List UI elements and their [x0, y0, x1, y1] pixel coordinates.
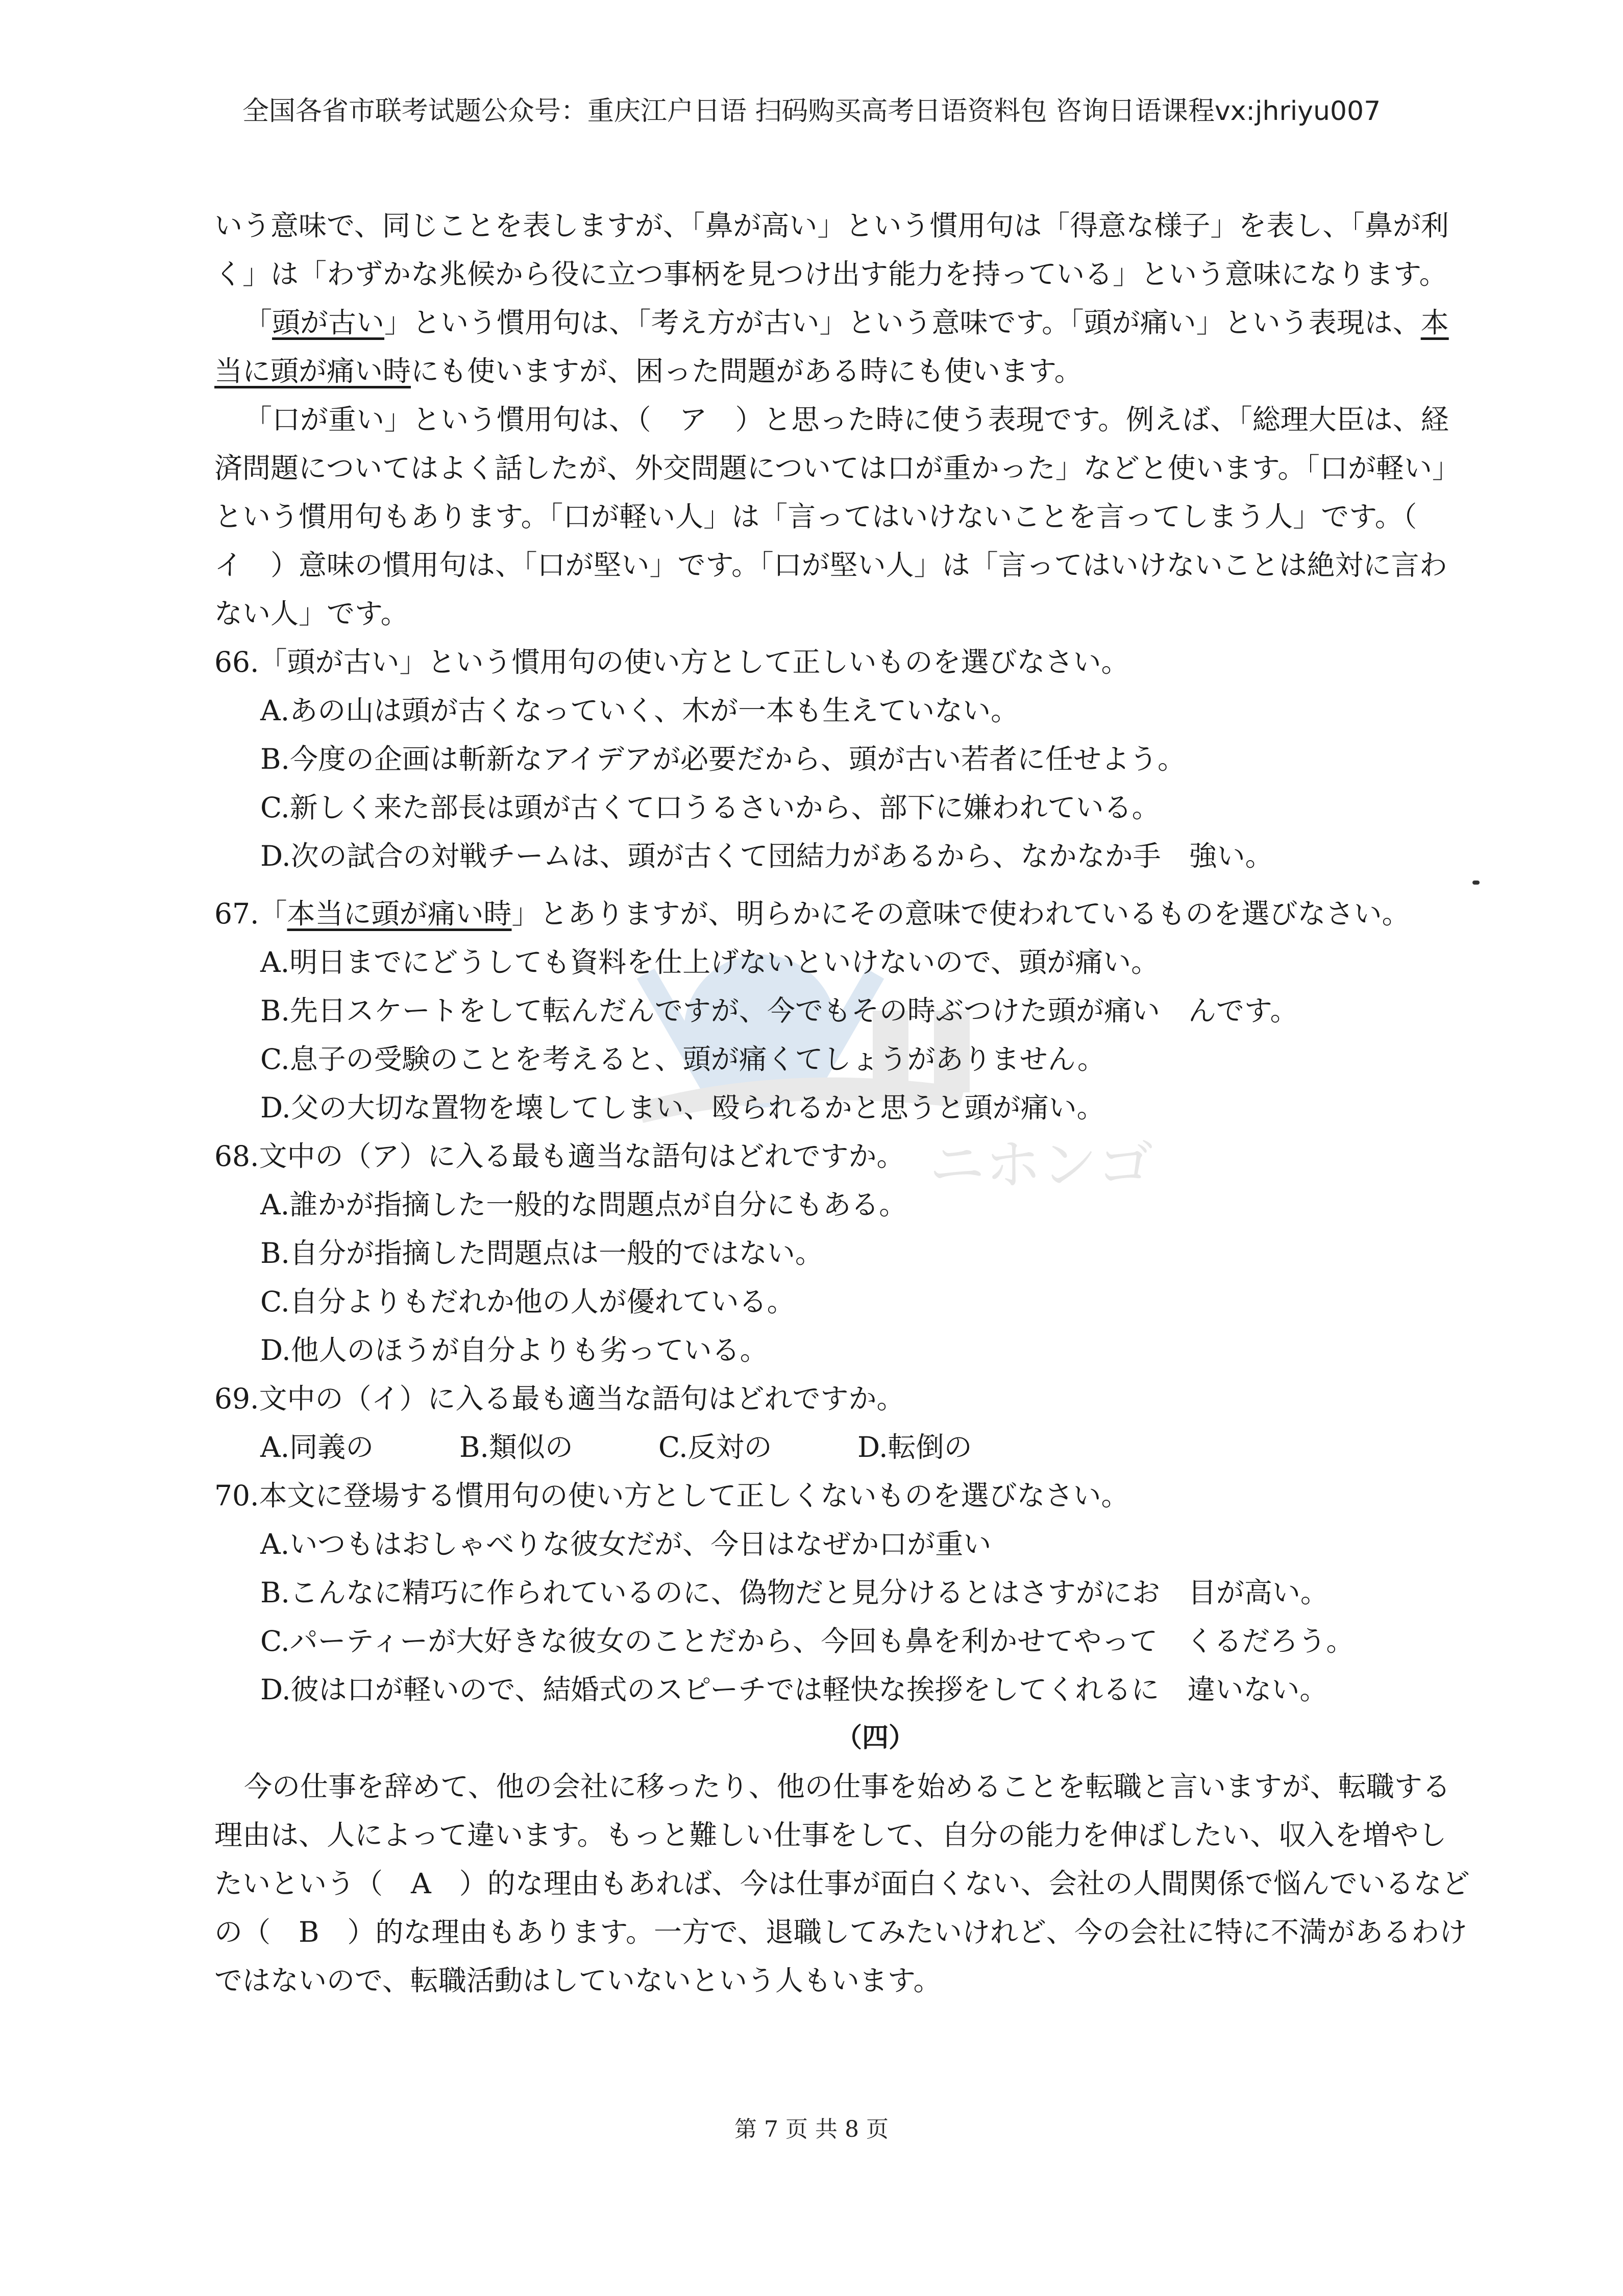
question-69-stem: 69.文中の（イ）に入る最も適当な語句はどれですか。 [214, 1382, 905, 1415]
question-69-option-d: D.転倒の [857, 1431, 972, 1463]
question-70-option-c: C.パーティーが大好きな彼女のことだから、今回も鼻を利かせてやって くるだろう。 [260, 1625, 1355, 1657]
passage-paragraph-3: 「口が重い」という慣用句は、（ ア ）と思った時に使う表現です。例えば、「総理大臣は、経済問題についてはよく話したが、外交問題については口が重かった」などと使います。「口が軽い」という慣用句もあります。「口が軽い人」は「言ってはいけないことを言ってしまう人」です。（ イ ）意味の慣用句は、「口が堅い」です。「口が堅い人」は「言ってはいけないことは絶対に言わない人」です。 [214, 403, 1460, 630]
question-70-option-b: B.こんなに精巧に作られているのに、偽物だと見分けるとはさすがにお 目が高い。 [260, 1576, 1329, 1609]
question-68-option-b: B.自分が指摘した問題点は一般的ではない。 [260, 1237, 823, 1269]
underlined-phrase-2: 本当に頭が痛い時 [214, 306, 1449, 387]
quote-open: 「 [244, 306, 273, 339]
question-69-option-c: C.反対の [658, 1431, 772, 1463]
question-69-option-a: A.同義の [260, 1431, 374, 1463]
question-67-option-a: A.明日までにどうしても資料を仕上げないといけないので、頭が痛い。 [260, 946, 1160, 979]
question-66-option-a: A.あの山は頭が古くなっていく、木が一本も生えていない。 [260, 694, 1019, 727]
question-67-underlined: 本当に頭が痛い時 [287, 897, 512, 930]
question-68-option-c: C.自分よりもだれか他の人が優れている。 [260, 1285, 795, 1318]
underlined-phrase-1: 頭が古い [272, 306, 385, 339]
page-footer: 第 7 页 共 8 页 [734, 2116, 889, 2142]
section-heading: （四） [835, 1723, 915, 1753]
question-67-number: 67.「 [214, 897, 287, 930]
question-66-option-b: B.今度の企画は斬新なアイデアが必要だから、頭が古い若者に任せよう。 [260, 743, 1186, 775]
question-70-stem: 70.本文に登場する慣用句の使い方として正しくないものを選びなさい。 [214, 1479, 1129, 1512]
question-70-option-a: A.いつもはおしゃべりな彼女だが、今日はなぜか口が重い [260, 1528, 992, 1560]
question-67-option-d: D.父の大切な置物を壊してしまい、殴られるかと思うと頭が痛い。 [260, 1091, 1105, 1124]
passage-paragraph-2 [214, 299, 1470, 396]
stray-mark [1472, 881, 1480, 885]
watermark-text: ニホンゴ [929, 1132, 1153, 1198]
question-68-stem: 68.文中の（ア）に入る最も適当な語句はどれですか。 [214, 1140, 905, 1173]
question-66-stem: 66.「頭が古い」という慣用句の使い方として正しいものを選びなさい。 [214, 646, 1129, 678]
question-66-option-d: D.次の試合の対戦チームは、頭が古くて団結力があるから、なかなか手 強い。 [260, 840, 1273, 872]
page-content [214, 202, 1470, 2005]
question-67-stem [214, 890, 1470, 938]
question-68-option-d: D.他人のほうが自分よりも劣っている。 [260, 1334, 768, 1366]
question-67-text: 」とありますが、明らかにその意味で使われているものを選びなさい。 [511, 897, 1410, 930]
passage-paragraph-1: いう意味で、同じことを表しますが、「鼻が高い」という慣用句は「得意な様子」を表し、「鼻が利く」は「わずかな兆候から役に立つ事柄を見つけ出す能力を持っている」という意味になります。 [214, 209, 1449, 290]
question-68-option-a: A.誰かが指摘した一般的な問題点が自分にもある。 [260, 1188, 907, 1221]
page-header: 全国各省市联考试题公众号：重庆江户日语 扫码购买高考日语资料包 咨询日语课程vx:jhriyu007 [242, 96, 1381, 127]
section-4-paragraph: 今の仕事を辞めて、他の会社に移ったり、他の仕事を始めることを転職と言いますが、転職する理由は、人によって違います。もっと難しい仕事をして、自分の能力を伸ばしたい、収入を増やしたいという（ A ）的な理由もあれば、今は仕事が面白くない、会社の人間関係で悩んでいるなどの（ B ）的な理由もあります。一方で、退職してみたいけれど、今の会社に特に不満があるわけではないので、転職活動はしていないという人もいます。 [214, 1770, 1470, 1997]
question-69-options [214, 1423, 1470, 1472]
question-70-option-d: D.彼は口が軽いので、結婚式のスピーチでは軽快な挨拶をしてくれるに 違いない。 [260, 1673, 1328, 1706]
question-67-option-b: B.先日スケートをして転んだんですが、今でもその時ぶつけた頭が痛い んです。 [260, 994, 1298, 1027]
question-66-option-c: C.新しく来た部長は頭が古くて口うるさいから、部下に嫌われている。 [260, 791, 1160, 824]
passage-text: にも使いますが、困った問題がある時にも使います。 [411, 355, 1083, 387]
question-67-option-c: C.息子の受験のことを考えると、頭が痛くてしょうがありません。 [260, 1043, 1105, 1076]
question-69-option-b: B.類似の [459, 1431, 573, 1463]
passage-text: 」という慣用句は、「考え方が古い」という意味です。「頭が痛い」という表現は、 [384, 306, 1421, 339]
spacer [214, 881, 1470, 890]
